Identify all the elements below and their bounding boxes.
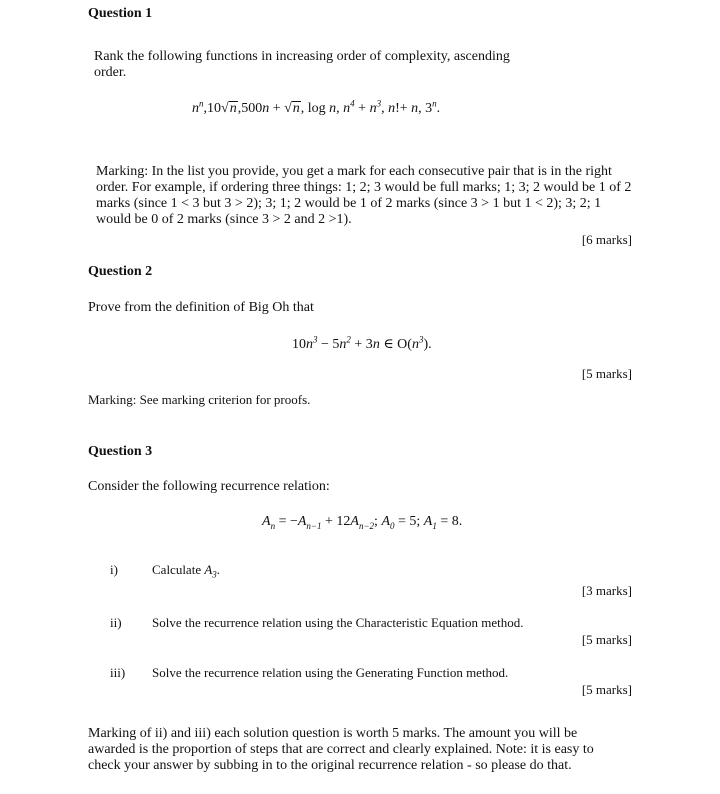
part-iii-marks: [5 marks] xyxy=(581,682,632,697)
question-3-formula: $A_n = -A_{n-1} + 12A_{n-2}$; $A_0 = 5$; $A_1 = 8$. xyxy=(262,514,463,531)
question-1-marks: [6 marks] xyxy=(581,232,632,247)
question-1-prompt: Rank the following functions in increasing order of complexity, ascending order. xyxy=(94,49,510,80)
question-3-title: Question 3 xyxy=(88,444,153,459)
question-2-formula: $10n^3 - 5n^2 + 3n$ ∈ $O(n^3)$. xyxy=(292,334,432,352)
part-iii-text: Solve the recurrence relation using the Generating Function method. xyxy=(152,665,509,680)
question-2-marking: Marking: See marking criterion for proofs. xyxy=(88,392,311,407)
part-ii-marks: [5 marks] xyxy=(581,632,632,647)
question-2-marks: [5 marks] xyxy=(581,366,632,381)
question-2-title: Question 2 xyxy=(88,264,153,279)
question-1-marking: Marking: In the list you provide, you get a mark for each consecutive pair that is in the right order. For example, if ordering three things: 1; 2; 3 would be full marks; 1; 3; 2 would be 1 of 2 marks (since 1 < 3 but 3 > 2); 3; 1; 2 would be 1 of 2 marks (since 3 > 1 but 1 < 2); 3; 2; 1 would be 0 of 2 marks (since 3 > 2 and 2 >1). xyxy=(96,164,632,227)
question-3-marking: Marking of ii) and iii) each solution question is worth 5 marks. The amount you will be awarded is the proportion of steps that are correct and clearly explained. Note: it is easy to check your answer by subbing in to the original recurrence relation - so please do that. xyxy=(88,726,594,773)
question-3-prompt: Consider the following recurrence relation: xyxy=(88,479,330,494)
part-i-text: Calculate $A_3$. xyxy=(152,562,221,580)
part-ii-number: ii) xyxy=(110,615,122,630)
part-ii-text: Solve the recurrence relation using the Characteristic Equation method. xyxy=(152,615,524,630)
part-iii-number: iii) xyxy=(110,665,126,680)
question-2-prompt: Prove from the definition of Big Oh that xyxy=(88,300,314,315)
part-i-number: i) xyxy=(110,562,118,577)
question-1-formula: $n^n,10√n,500n + √n$, log n, $n^4 + n^3$, n!+ n, 3$^n$. xyxy=(192,98,441,116)
question-1-title: Question 1 xyxy=(88,6,153,21)
part-i-marks: [3 marks] xyxy=(581,583,632,598)
